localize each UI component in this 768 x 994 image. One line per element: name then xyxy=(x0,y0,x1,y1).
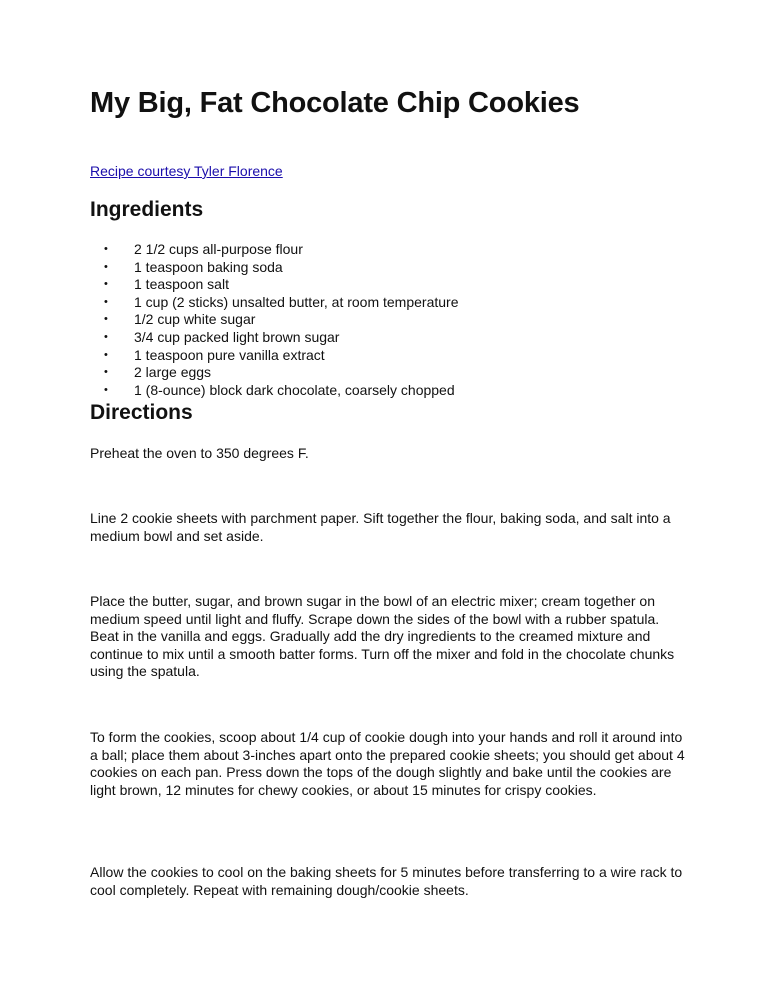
ingredient-item xyxy=(90,347,459,365)
direction-step: Preheat the oven to 350 degrees F. xyxy=(90,445,309,461)
ingredient-text: 2 large eggs xyxy=(134,364,212,381)
bullet-icon: • xyxy=(104,295,108,308)
ingredient-text: 1 (8-ounce) block dark chocolate, coarsely chopped xyxy=(134,381,455,398)
bullet-icon: • xyxy=(104,278,108,291)
direction-step: To form the cookies, scoop about 1/4 cup of cookie dough into your hands and roll it around into a ball; place them about 3-inches apart onto the prepared cookie sheets; you should get about 4 cookies on each pan. Press down the tops of the dough slightly and bake until the cookies are light brown, 12 minutes for chewy cookies, or about 15 minutes for crispy cookies. xyxy=(90,729,685,798)
ingredient-item xyxy=(90,276,459,294)
ingredient-item xyxy=(90,329,459,347)
ingredient-text: 1/2 cup white sugar xyxy=(134,311,256,328)
bullet-icon: • xyxy=(104,313,108,326)
bullet-icon: • xyxy=(104,348,108,361)
page-title: My Big, Fat Chocolate Chip Cookies xyxy=(90,87,580,119)
ingredient-item xyxy=(90,311,459,329)
ingredient-text: 1 cup (2 sticks) unsalted butter, at room temperature xyxy=(134,293,459,310)
ingredient-text: 2 1/2 cups all-purpose flour xyxy=(134,241,303,257)
ingredient-text: 1 teaspoon salt xyxy=(134,276,229,293)
ingredient-text: 3/4 cup packed light brown sugar xyxy=(134,328,340,345)
directions-heading: Directions xyxy=(90,401,193,424)
direction-step: Place the butter, sugar, and brown sugar in the bowl of an electric mixer; cream together on medium speed until light and fluffy. Scrape down the sides of the bowl with a rubber spatula. Beat in the vanilla and eggs. Gradually add the dry ingredients to the creamed mixture and continue to mix until a smooth batter forms. Turn off the mixer and fold in the chocolate chunks using the spatula. xyxy=(90,593,675,680)
bullet-icon: • xyxy=(104,383,108,396)
ingredients-list xyxy=(90,241,459,399)
ingredient-item xyxy=(90,294,459,312)
ingredient-item xyxy=(90,364,459,382)
bullet-icon: • xyxy=(104,330,108,343)
ingredients-heading: Ingredients xyxy=(90,198,204,221)
recipe-credit-link[interactable]: Recipe courtesy Tyler Florence xyxy=(90,163,283,179)
ingredient-item xyxy=(90,382,459,400)
bullet-icon: • xyxy=(104,243,108,255)
ingredient-text: 1 teaspoon baking soda xyxy=(134,258,283,275)
ingredient-item xyxy=(90,259,459,277)
ingredient-text: 1 teaspoon pure vanilla extract xyxy=(134,346,325,363)
direction-step: Allow the cookies to cool on the baking sheets for 5 minutes before transferring to a wire rack to cool completely. Repeat with remaining dough/cookie sheets. xyxy=(90,864,683,898)
ingredient-item xyxy=(90,241,459,259)
direction-step: Line 2 cookie sheets with parchment paper. Sift together the flour, baking soda, and salt into a medium bowl and set aside. xyxy=(90,510,671,544)
bullet-icon: • xyxy=(104,260,108,273)
bullet-icon: • xyxy=(104,366,108,379)
